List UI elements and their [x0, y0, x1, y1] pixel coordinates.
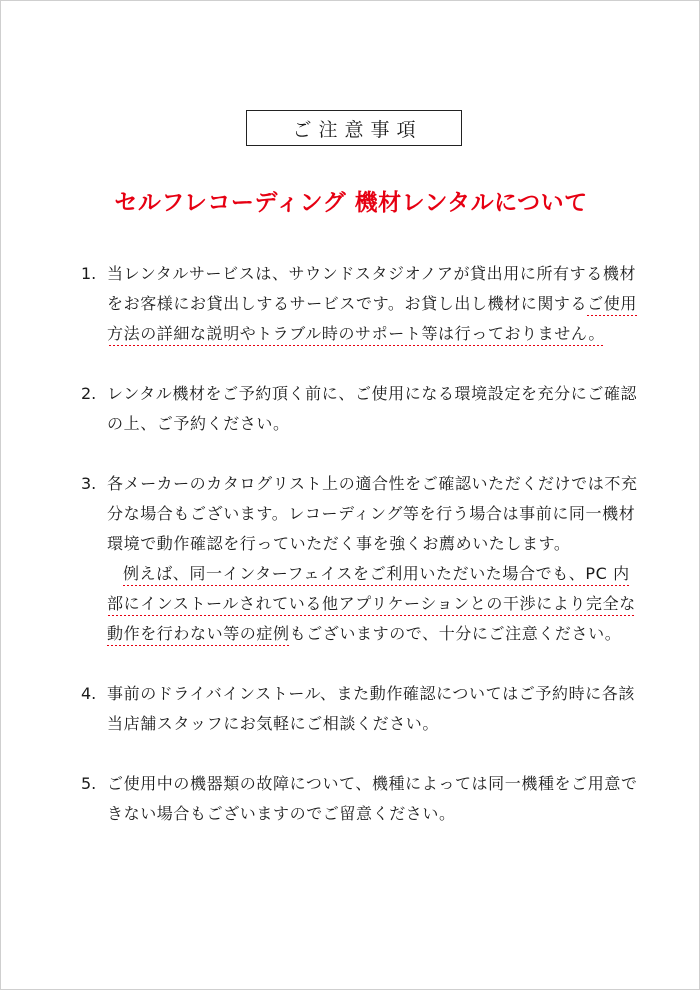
list-item-2 — [81, 379, 641, 439]
notice-heading-box: ご注意事項 — [246, 110, 462, 146]
list-item-number: 1. — [81, 264, 97, 283]
text-segment: もございますので、十分にご注意ください。 — [289, 624, 622, 643]
list-item-text — [107, 259, 641, 349]
list-item-number: 4. — [81, 684, 97, 703]
list-item-4 — [81, 679, 641, 739]
page-title: セルフレコーディング 機材レンタルについて — [114, 190, 588, 216]
list-item-number: 5. — [81, 774, 97, 793]
list-item-3 — [81, 469, 641, 649]
list-item-text: ご使用中の機器類の故障について、機種によっては同一機種をご用意できない場合もございますのでご留意ください。 — [107, 774, 638, 823]
list-item-number: 2. — [81, 384, 97, 403]
list-item-text: 各メーカーのカタログリスト上の適合性をご確認いただくだけでは不充分な場合もございます。レコーディング等を行う場合は事前に同一機材環境で動作確認を行っていただく事を強くお薦めいたします。 — [107, 474, 638, 553]
emphasis-text: 例えば、同一インターフェイスをご利用いただいた場合でも、PC 内部にインストールされている他アプリケーションとの干渉により完全な動作を行わない等の症例 — [107, 564, 636, 646]
text-segment: 当レンタルサービスは、サウンドスタジオノアが貸出用に所有する機材をお客様にお貸出しするサービスです。お貸し出し機材に関する — [107, 264, 637, 313]
list-item-5 — [81, 769, 641, 829]
list-item-number: 3. — [81, 474, 97, 493]
notice-list — [81, 259, 641, 829]
list-item-1 — [81, 259, 641, 349]
list-item-text: レンタル機材をご予約頂く前に、ご使用になる環境設定を充分にご確認の上、ご予約ください。 — [107, 384, 638, 433]
list-item-text-example — [107, 559, 641, 649]
list-item-text: 事前のドライバインストール、また動作確認についてはご予約時に各該当店舗スタッフにお気軽にご相談ください。 — [107, 684, 636, 733]
emphasis-text: ご使用方法の詳細な説明やトラブル時のサポート等は行っておりません。 — [107, 294, 637, 346]
